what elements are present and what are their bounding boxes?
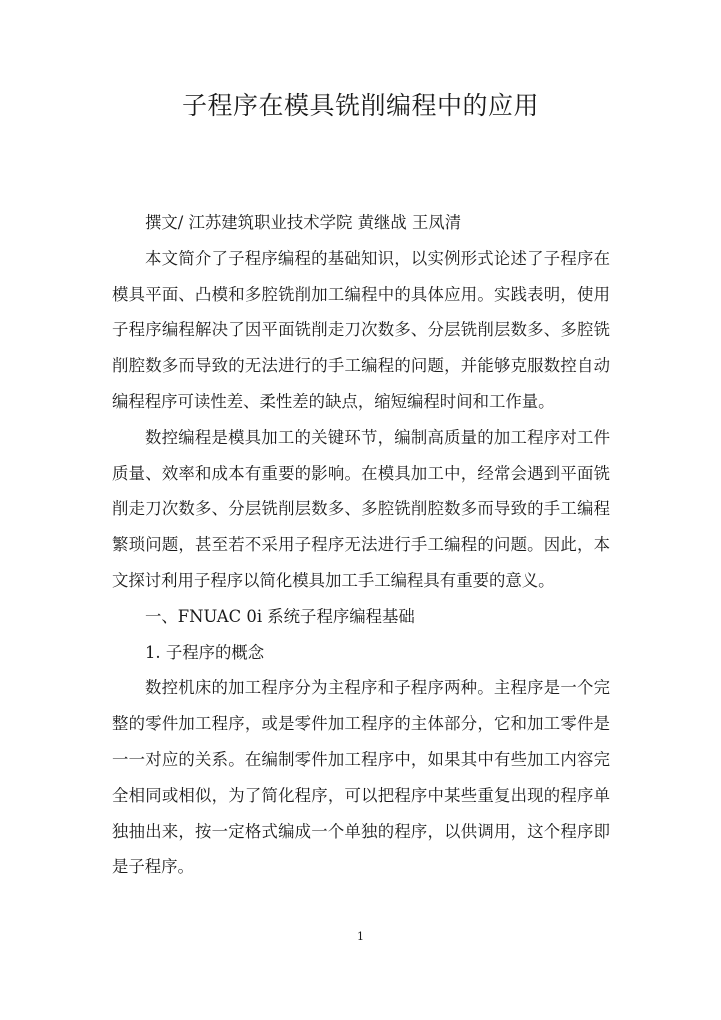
document-body <box>112 205 610 885</box>
abstract-paragraph: 本文简介了子程序编程的基础知识，以实例形式论述了子程序在模具平面、凸模和多腔铣削加工编程中的具体应用。实践表明，使用子程序编程解决了因平面铣削走刀次数多、分层铣削层数多、多腔铣削腔数多而导致的无法进行的手工编程的问题，并能够克服数控自动编程程序可读性差、柔性差的缺点，缩短编程时间和工作量。 <box>112 248 610 411</box>
section-heading: 一、FNUAC 0i 系统子程序编程基础 <box>145 606 415 626</box>
subsection-paragraph: 数控机床的加工程序分为主程序和子程序两种。主程序是一个完整的零件加工程序，或是零件加工程序的主体部分，它和加工零件是一一对应的关系。在编制零件加工程序中，如果其中有些加工内容完全相同或相似，为了简化程序，可以把程序中某些重复出现的程序单独抽出来，按一定格式编成一个单独的程序，以供调用，这个程序即是子程序。 <box>112 678 610 877</box>
subsection-heading: 1. 子程序的概念 <box>145 642 265 662</box>
document-title: 子程序在模具铣削编程中的应用 <box>181 91 539 120</box>
intro-paragraph: 数控编程是模具加工的关键环节，编制高质量的加工程序对工件质量、效率和成本有重要的影响。在模具加工中，经常会遇到平面铣削走刀次数多、分层铣削层数多、多腔铣削腔数多而导致的手工编程繁琐问题，甚至若不采用子程序无法进行手工编程的问题。因此，本文探讨利用子程序以简化模具加工手工编程具有重要的意义。 <box>112 427 610 590</box>
byline: 撰文/ 江苏建筑职业技术学院 黄继战 王凤清 <box>145 213 462 232</box>
page-number: 1 <box>357 930 364 943</box>
